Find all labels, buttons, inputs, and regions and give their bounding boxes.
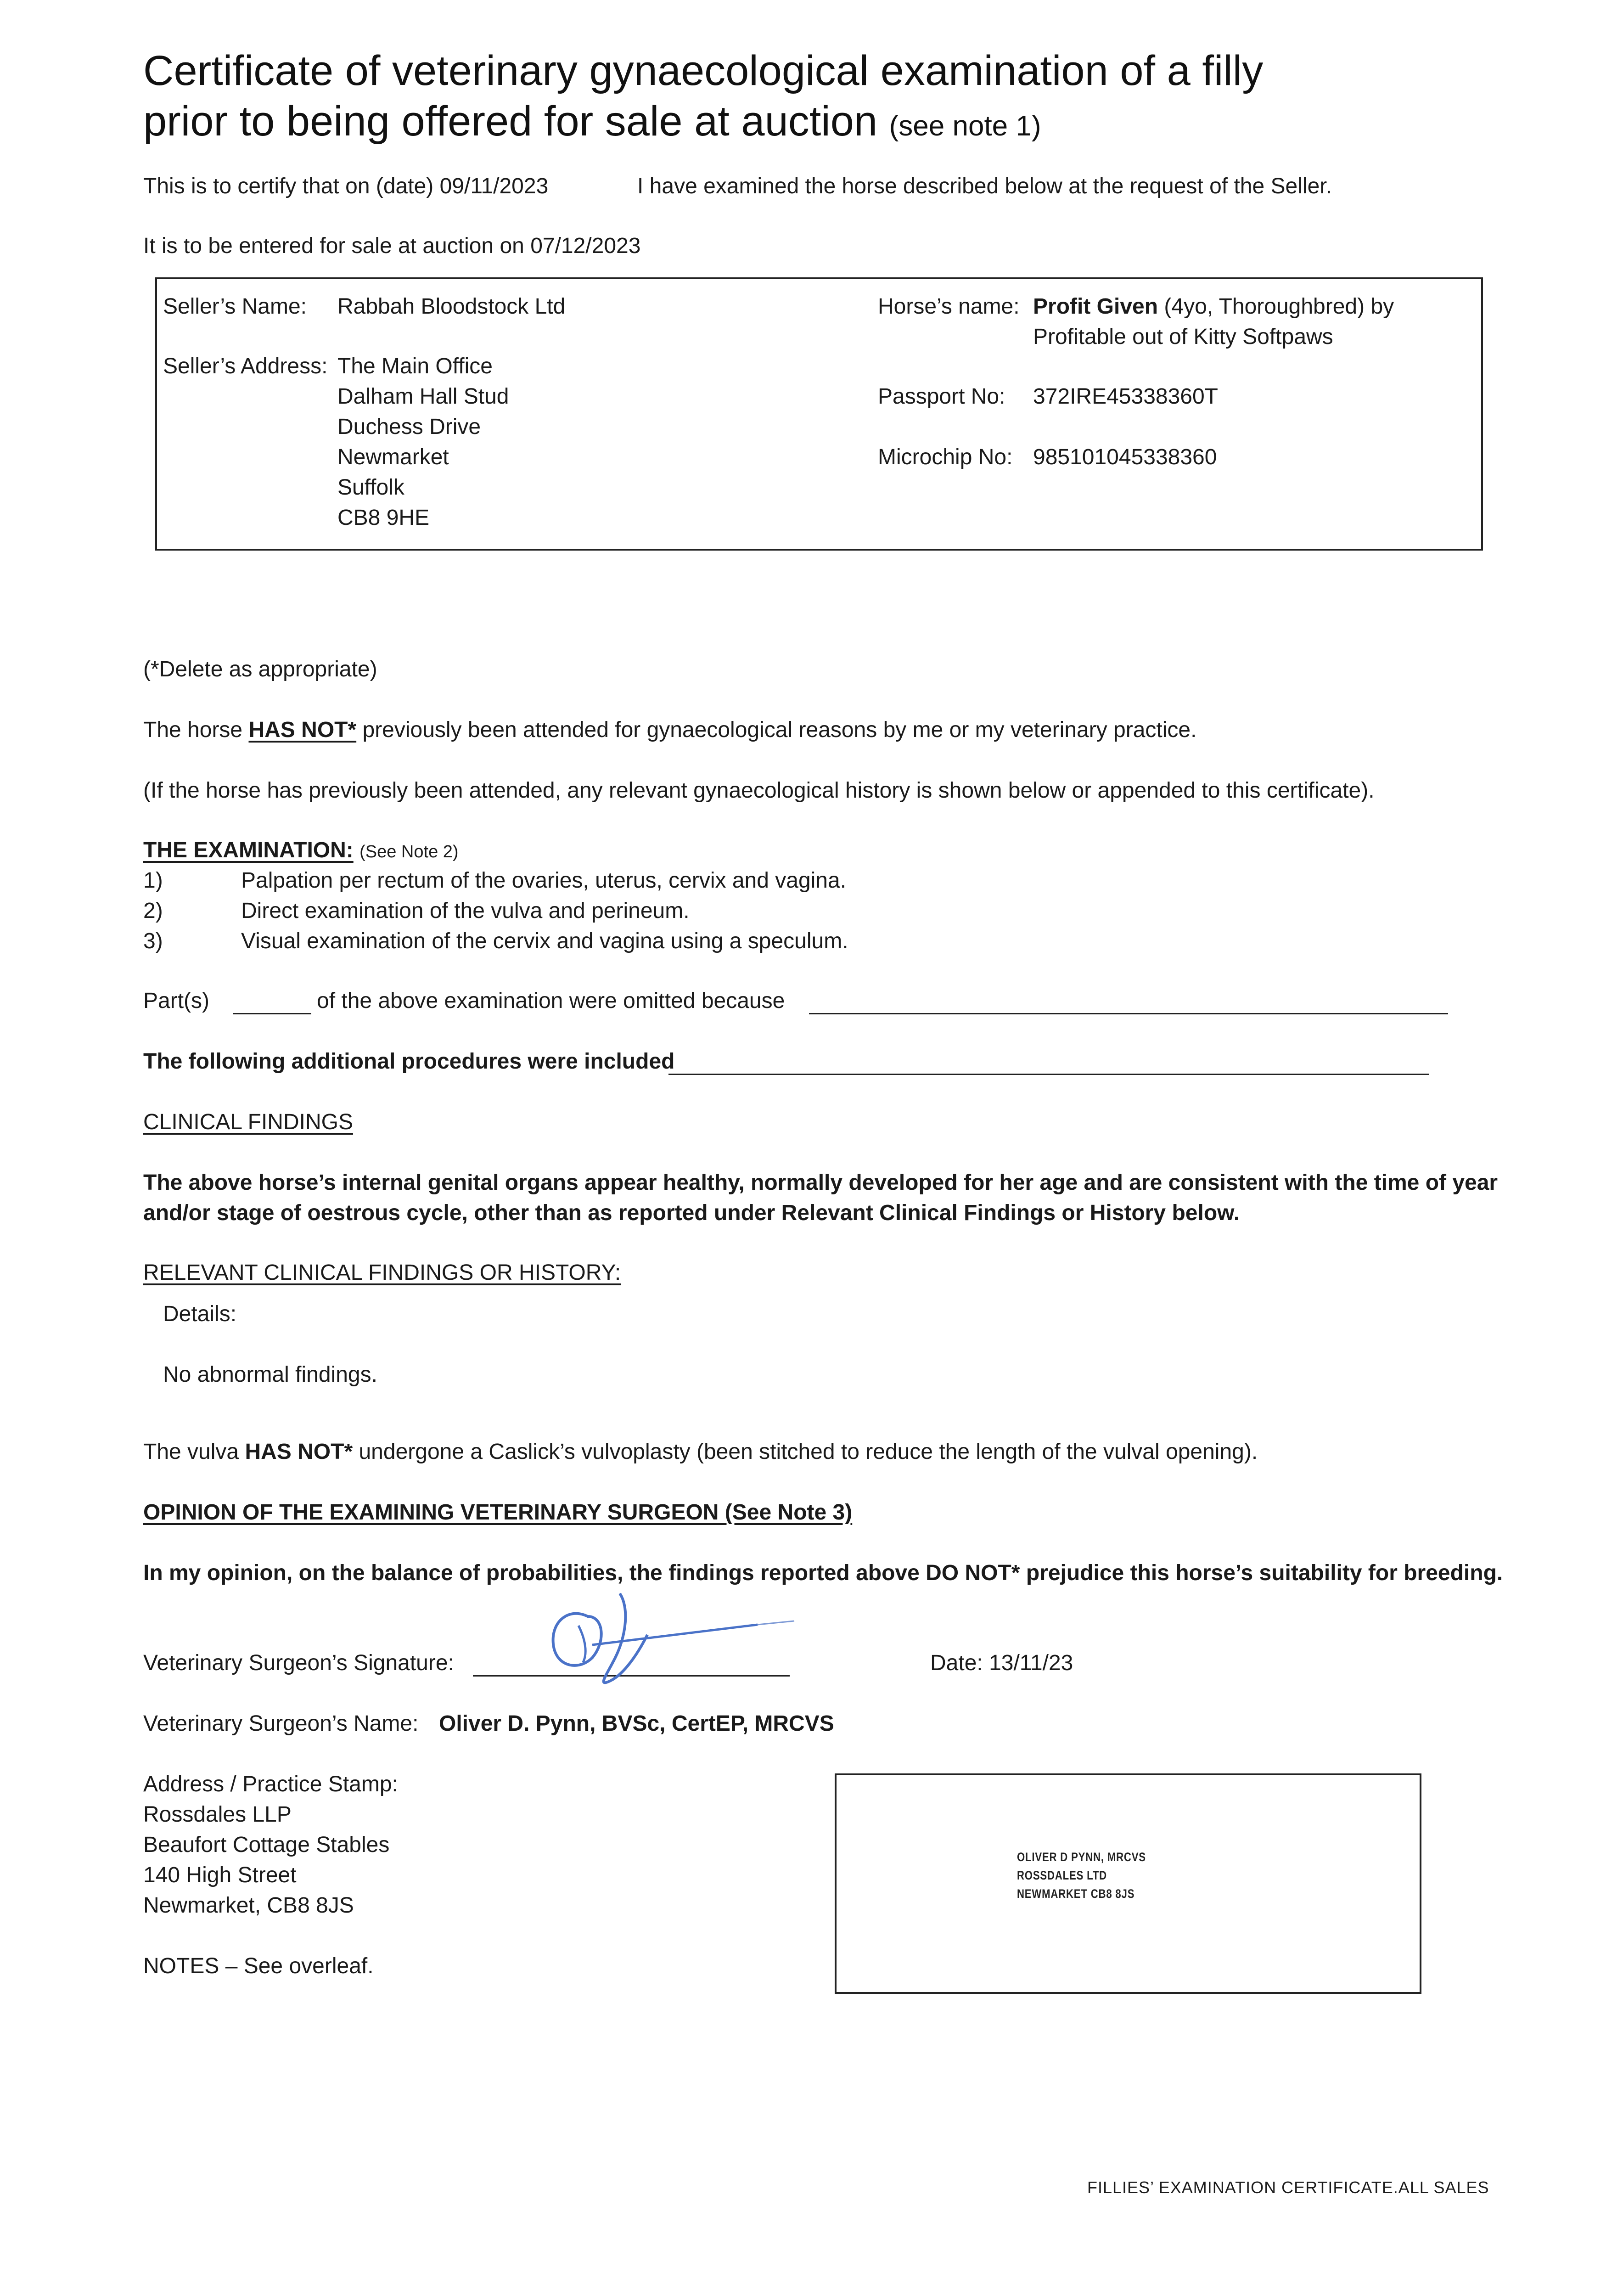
details-label: Details: [163,1302,237,1326]
clinical-statement-line-1: The above horse’s internal genital organs appear healthy, normally developed for her age and are consistent with the time of year [143,1171,1498,1195]
attended-prefix: The horse [143,718,243,742]
practice-label: Address / Practice Stamp: [143,1772,398,1796]
omitted-parts-prefix: Part(s) [143,989,209,1013]
horse-name-detail: (4yo, Thoroughbred) by [1164,294,1394,319]
seller-address-line: Duchess Drive [337,415,481,439]
stamp-line: NEWMARKET CB8 8JS [1017,1887,1135,1901]
examination-heading-note: (See Note 2) [359,842,459,861]
certificate-title-line-1: Certificate of veterinary gynaecological examination of a filly [143,47,1264,94]
seller-address-line: Suffolk [337,475,404,500]
omitted-reason-blank [809,1013,1448,1014]
opinion-heading: OPINION OF THE EXAMINING VETERINARY SURGEON (See Note 3) [143,1500,853,1525]
details-text: No abnormal findings. [163,1362,377,1387]
examination-heading-text: THE EXAMINATION: [143,838,354,862]
signature-date: Date: 13/11/23 [930,1651,1073,1675]
additional-procedures-label: The following additional procedures were included [143,1049,675,1074]
seller-name-label: Seller’s Name: [163,294,307,319]
omitted-parts-middle: of the above examination were omitted because [317,989,785,1013]
passport-label: Passport No: [878,384,1005,409]
certify-date-line: This is to certify that on (date) 09/11/2023 [143,174,549,198]
sale-date-line: It is to be entered for sale at auction on 07/12/2023 [143,234,641,258]
history-note: (If the horse has previously been attended, any relevant gynaecological history is shown below or appended to this certificate). [143,778,1375,803]
examination-item-number: 2) [143,899,163,923]
vulva-suffix: undergone a Caslick’s vulvoplasty (been stitched to reduce the length of the vulval opening). [359,1440,1258,1464]
signature-scribble [500,1589,813,1694]
seller-address-line: CB8 9HE [337,506,430,530]
horse-name: Profit Given [1033,294,1158,319]
certificate-title-line-2-text: prior to being offered for sale at auction [143,98,878,145]
practice-address-line: Beaufort Cottage Stables [143,1833,390,1857]
title-note: (see note 1) [889,110,1041,142]
attended-status: HAS NOT* [248,718,357,742]
vulva-statement [143,1438,1258,1466]
seller-address-line: Newmarket [337,445,449,469]
seller-name: Rabbah Bloodstock Ltd [337,294,566,319]
examination-item-text: Palpation per rectum of the ovaries, uterus, cervix and vagina. [241,868,847,893]
clinical-statement-line-2: and/or stage of oestrous cycle, other than as reported under Relevant Clinical Findings or History below. [143,1201,1240,1225]
examination-heading [143,837,459,866]
clinical-findings-heading: CLINICAL FINDINGS [143,1110,353,1134]
notes-overleaf: NOTES – See overleaf. [143,1954,374,1978]
seller-address-line: The Main Office [337,354,493,378]
practice-address-line: Newmarket, CB8 8JS [143,1893,354,1918]
examination-item-text: Visual examination of the cervix and vagina using a speculum. [241,929,848,953]
certify-examined-line: I have examined the horse described below at the request of the Seller. [637,174,1332,198]
examination-item-number: 3) [143,929,163,953]
omitted-parts-blank [233,1013,311,1014]
examination-item-number: 1) [143,868,163,893]
vet-name-label: Veterinary Surgeon’s Name: [143,1711,419,1736]
passport-number: 372IRE45338360T [1033,384,1218,409]
attended-suffix: previously been attended for gynaecological reasons by me or my veterinary practice. [362,718,1197,742]
stamp-line: OLIVER D PYNN, MRCVS [1017,1850,1146,1864]
delete-note: (*Delete as appropriate) [143,657,377,681]
practice-address-line: Rossdales LLP [143,1802,292,1827]
additional-procedures-blank [668,1074,1429,1075]
horse-pedigree: Profitable out of Kitty Softpaws [1033,325,1333,349]
microchip-number: 985101045338360 [1033,445,1217,469]
signature-label: Veterinary Surgeon’s Signature: [143,1651,454,1675]
opinion-statement: In my opinion, on the balance of probabilities, the findings reported above DO NOT* prejudice this horse’s suitability for breeding. [143,1561,1503,1585]
vulva-prefix: The vulva [143,1440,239,1464]
practice-address-line: 140 High Street [143,1863,297,1887]
vet-name: Oliver D. Pynn, BVSc, CertEP, MRCVS [439,1711,834,1736]
certificate-title-line-2 [143,96,1041,152]
seller-address-label: Seller’s Address: [163,354,328,378]
attended-statement [143,716,1196,744]
horse-name-line [1033,293,1394,321]
stamp-line: ROSSDALES LTD [1017,1868,1107,1882]
horse-name-label: Horse’s name: [878,294,1020,319]
examination-item-text: Direct examination of the vulva and perineum. [241,899,690,923]
seller-address-line: Dalham Hall Stud [337,384,509,409]
relevant-findings-heading: RELEVANT CLINICAL FINDINGS OR HISTORY: [143,1261,621,1285]
microchip-label: Microchip No: [878,445,1013,469]
footer-label: FILLIES’ EXAMINATION CERTIFICATE.ALL SALES [1087,2178,1489,2197]
practice-stamp-box [835,1773,1421,1994]
vulva-status: HAS NOT* [245,1440,353,1464]
